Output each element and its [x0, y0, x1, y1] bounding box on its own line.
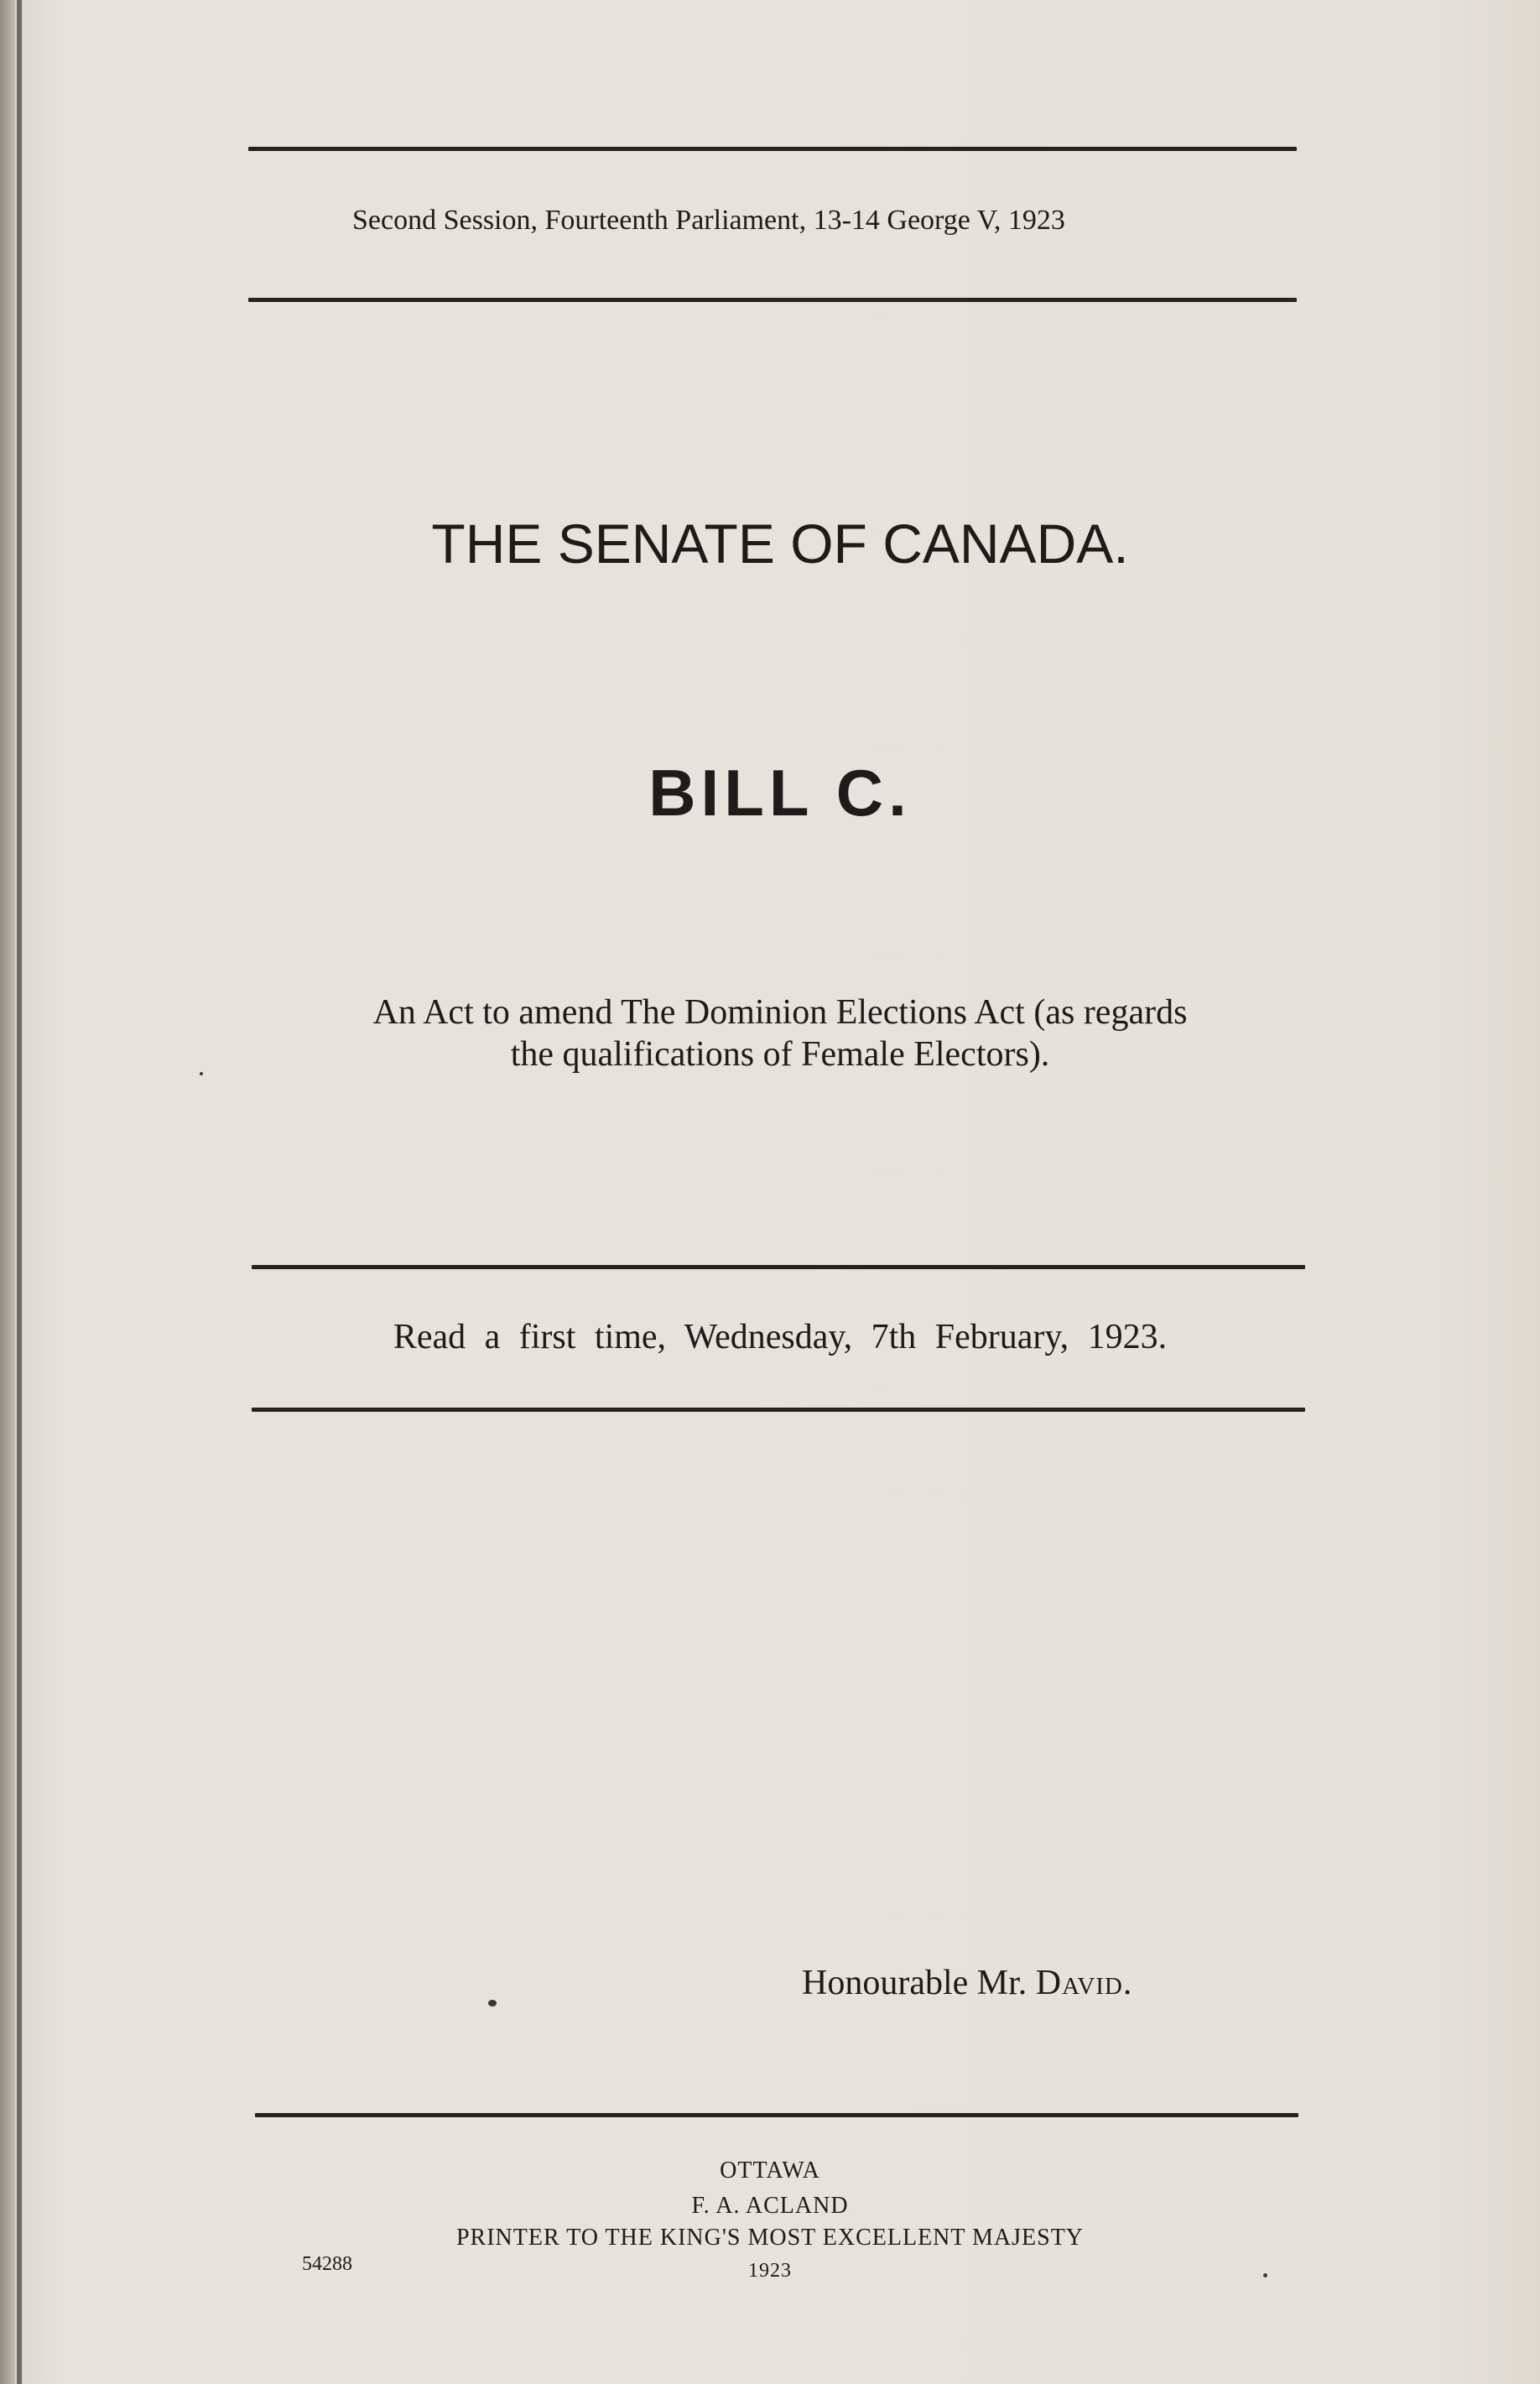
act-title-line-1: An Act to amend The Dominion Elections Act (as regards [372, 993, 1188, 1032]
sponsor-line [802, 1963, 1132, 2003]
sponsor-name: David. [1035, 1964, 1133, 2002]
imprint-printer-title: PRINTER TO THE KING'S MOST EXCELLENT MAJESTY [455, 2225, 1085, 2251]
paper-speck [200, 1072, 203, 1075]
sponsor-prefix: Honourable Mr. [802, 1964, 1036, 2002]
reading-top-rule [252, 1265, 1305, 1269]
act-title-line-2: the qualifications of Female Electors). [510, 1035, 1050, 1074]
bill-title: BILL C. [648, 756, 912, 830]
page-spine-edge [17, 0, 22, 2384]
reading-bottom-rule [252, 1408, 1305, 1412]
bleed-through-heading [386, 394, 400, 454]
first-reading-line: Read a first time, Wednesday, 7th February, 1923. [393, 1318, 1168, 1356]
paper-speck [488, 2000, 497, 2007]
paper-speck [1263, 2273, 1267, 2277]
imprint-printer: F. A. ACLAND [691, 2193, 849, 2219]
imprint-rule [255, 2113, 1298, 2117]
top-rule [248, 147, 1297, 151]
page-spine-shadow [0, 0, 15, 2384]
print-job-number: 54288 [302, 2253, 352, 2275]
session-rule [248, 298, 1297, 302]
senate-heading: THE SENATE OF CANADA. [431, 513, 1129, 575]
imprint-city: OTTAWA [720, 2158, 820, 2184]
imprint-year: 1923 [748, 2260, 792, 2282]
act-title [252, 992, 1308, 1075]
session-line: Second Session, Fourteenth Parliament, 13-14 George V, 1923 [352, 205, 1065, 236]
